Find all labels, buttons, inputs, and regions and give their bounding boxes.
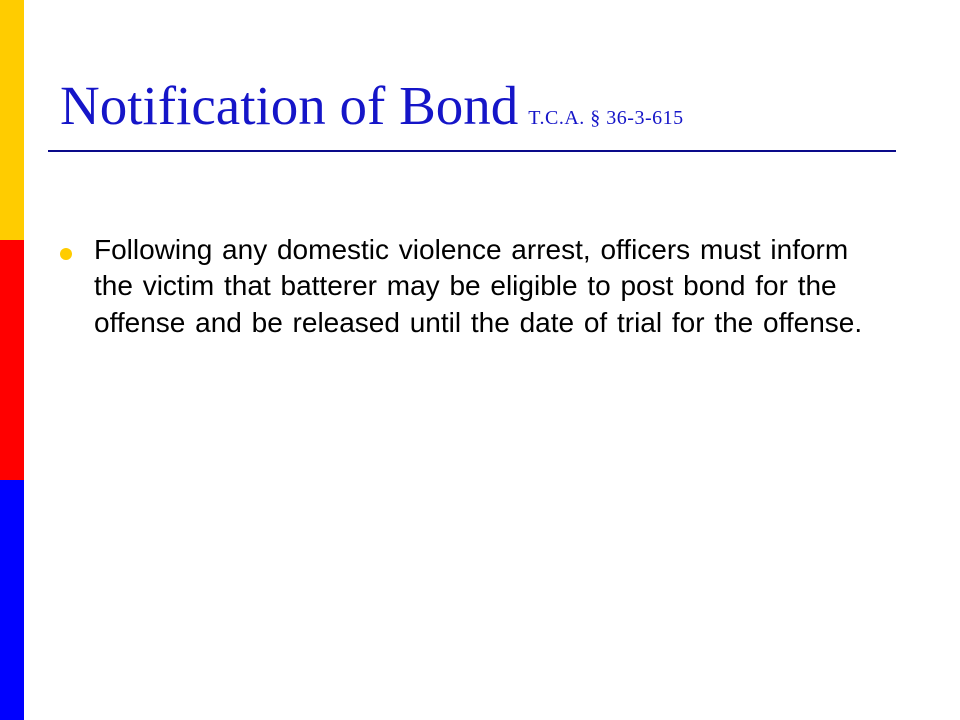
- slide-title-text: Notification of Bond: [60, 75, 519, 136]
- side-bar-blue-segment: [0, 480, 24, 720]
- bullet-text: Following any domestic violence arrest, officers must inform the victim that batterer may be eligible to post bond for the offense and be released until the date of trial for the offense.: [94, 234, 863, 338]
- side-bar-yellow-segment: [0, 0, 24, 240]
- side-color-bar: [0, 0, 24, 720]
- bullet-item: [60, 232, 880, 341]
- title-underline-rule: [48, 150, 896, 152]
- bullet-list: [60, 232, 880, 341]
- slide-title: [60, 75, 684, 136]
- slide-title-citation: T.C.A. § 36-3-615: [528, 107, 684, 129]
- bullet-dot-icon: [60, 248, 72, 260]
- side-bar-red-segment: [0, 240, 24, 480]
